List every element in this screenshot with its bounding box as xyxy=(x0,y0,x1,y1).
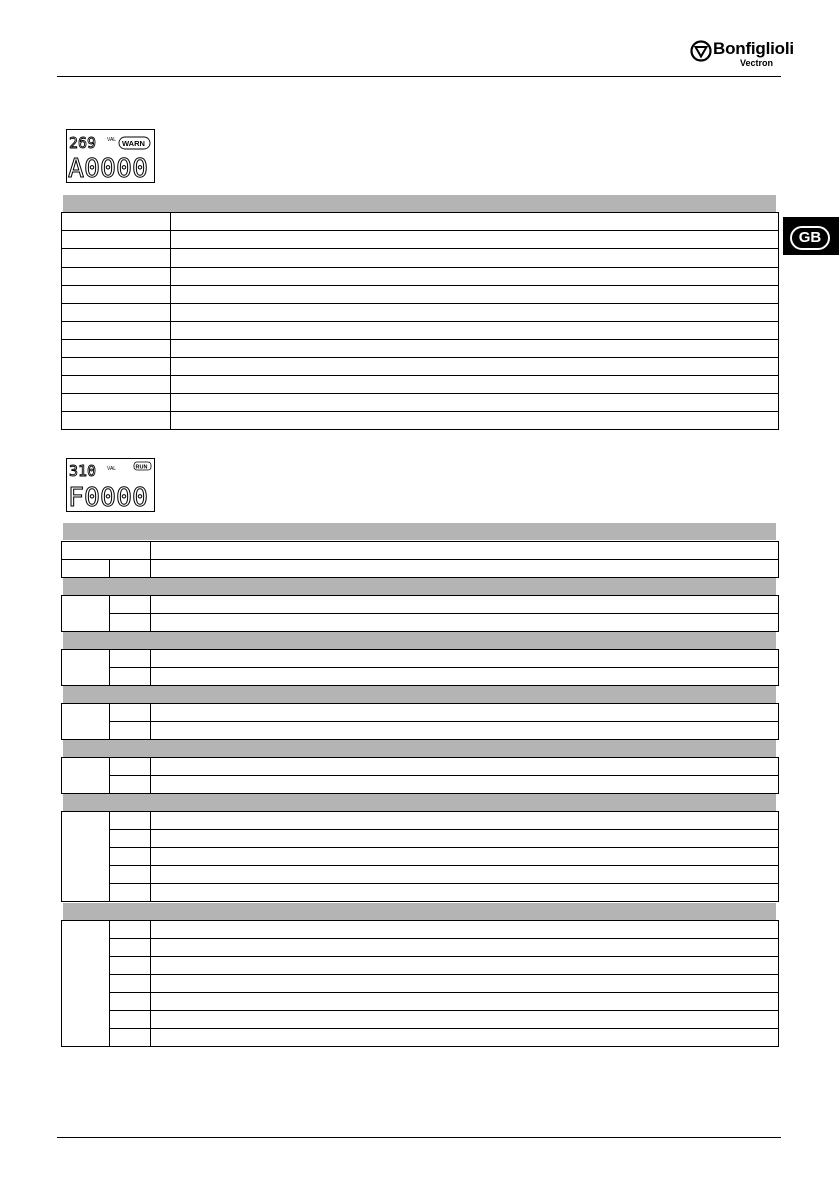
lcd-val-label: VAL xyxy=(107,466,117,472)
bonfiglioli-logo-icon xyxy=(690,40,712,62)
fault-codes-table-top xyxy=(61,541,779,578)
table-row xyxy=(62,286,779,304)
table-row xyxy=(62,304,779,322)
section-bar xyxy=(63,794,776,811)
table-row xyxy=(62,866,779,884)
table-row xyxy=(62,993,779,1011)
warning-codes-table xyxy=(61,212,779,430)
fault-group-table xyxy=(61,920,779,1047)
section-bar xyxy=(63,740,776,757)
table-row xyxy=(62,668,779,686)
table-row xyxy=(62,412,779,430)
table-row xyxy=(62,596,779,614)
table-row xyxy=(62,394,779,412)
fault-group-table xyxy=(61,757,779,794)
table-row xyxy=(62,213,779,231)
table-row xyxy=(62,614,779,632)
table-row xyxy=(62,921,779,939)
brand-name: Bonfiglioli xyxy=(713,39,794,58)
language-badge: GB xyxy=(790,226,830,250)
lcd-display-fault xyxy=(66,458,155,512)
table-row xyxy=(62,1011,779,1029)
table-row xyxy=(62,542,779,560)
lcd-value-text: F0000 xyxy=(68,483,148,511)
brand-subtitle: Vectron xyxy=(740,58,774,68)
lcd-value-text: A0000 xyxy=(68,154,148,182)
table-row xyxy=(62,322,779,340)
header-divider xyxy=(57,76,781,77)
section-bar xyxy=(63,903,776,920)
table-row xyxy=(62,1029,779,1047)
table-row xyxy=(62,231,779,249)
lcd-parameter-number: 310 xyxy=(69,462,97,480)
lcd-status-badge: RUN xyxy=(135,464,148,471)
table-row xyxy=(62,340,779,358)
footer-divider xyxy=(57,1137,781,1138)
table-row xyxy=(62,957,779,975)
table-row xyxy=(62,268,779,286)
fault-group-table xyxy=(61,703,779,740)
section-bar xyxy=(63,632,776,649)
table-header-bar xyxy=(63,195,776,212)
table-row xyxy=(62,939,779,957)
table-row xyxy=(62,722,779,740)
table-row xyxy=(62,975,779,993)
section-bar xyxy=(63,578,776,595)
table-row xyxy=(62,704,779,722)
table-header-bar xyxy=(63,523,776,540)
language-tab xyxy=(783,217,839,255)
fault-group-table xyxy=(61,595,779,632)
lcd-status-badge: WARN xyxy=(122,139,145,148)
table-row xyxy=(62,758,779,776)
table-row xyxy=(62,358,779,376)
lcd-parameter-number: 269 xyxy=(69,134,97,152)
lcd-display-warning xyxy=(66,129,155,183)
table-row xyxy=(62,376,779,394)
table-row xyxy=(62,650,779,668)
table-row xyxy=(62,560,779,578)
lcd-val-label: VAL xyxy=(107,137,117,143)
table-row xyxy=(62,776,779,794)
section-bar xyxy=(63,686,776,703)
fault-group-table xyxy=(61,811,779,902)
table-row xyxy=(62,830,779,848)
table-row xyxy=(62,249,779,268)
table-row xyxy=(62,884,779,902)
table-row xyxy=(62,812,779,830)
fault-group-table xyxy=(61,649,779,686)
table-row xyxy=(62,848,779,866)
